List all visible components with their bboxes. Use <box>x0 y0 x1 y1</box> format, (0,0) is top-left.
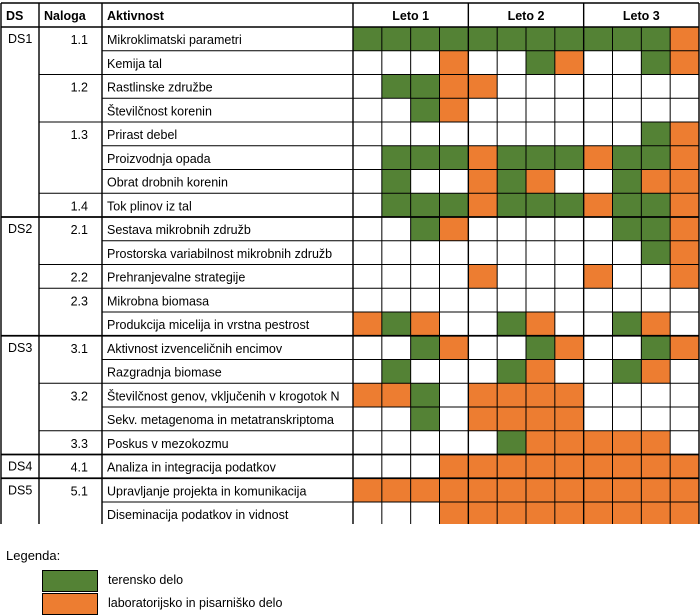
ds-label: DS5 <box>8 483 33 498</box>
lab-work-cell <box>526 455 555 479</box>
ds-label: DS2 <box>8 222 33 236</box>
activity-name: Tok plinov iz tal <box>107 199 192 214</box>
header-year: Leto 3 <box>622 9 660 23</box>
field-work-cell <box>641 27 670 51</box>
lab-work-cell <box>526 478 555 502</box>
field-work-cell <box>613 217 642 241</box>
lab-work-cell <box>584 193 613 217</box>
task-number: 1.1 <box>70 33 88 47</box>
field-work-cell <box>411 383 440 407</box>
activity-name: Mikrobna biomasa <box>107 294 210 309</box>
field-work-cell <box>382 27 411 51</box>
task-number: 2.3 <box>70 294 88 309</box>
legend-item-lab <box>42 593 642 615</box>
lab-work-cell <box>641 312 670 336</box>
lab-work-cell <box>468 502 497 524</box>
lab-work-cell <box>440 336 469 360</box>
field-work-cell <box>555 146 584 170</box>
activity-name: Sestava mikrobnih združb <box>107 223 251 237</box>
lab-work-cell <box>584 431 613 455</box>
field-work-cell <box>526 146 555 170</box>
field-work-cell <box>353 27 382 51</box>
activity-name: Sekv. metagenoma in metatranskriptoma <box>107 413 334 427</box>
field-work-cell <box>411 27 440 51</box>
lab-work-cell <box>613 478 642 502</box>
field-work-cell <box>555 27 584 51</box>
field-work-cell <box>584 27 613 51</box>
lab-work-cell <box>670 336 699 360</box>
field-work-cell <box>613 146 642 170</box>
header-naloga: Naloga <box>44 9 86 23</box>
lab-work-cell <box>497 478 526 502</box>
lab-work-cell <box>468 478 497 502</box>
activity-name: Prostorska variabilnost mikrobnih združb <box>107 246 333 261</box>
field-work-cell <box>497 27 526 51</box>
lab-work-cell <box>468 455 497 479</box>
field-work-cell <box>382 75 411 99</box>
field-work-cell <box>411 407 440 431</box>
field-work-cell <box>497 431 526 455</box>
activity-name: Številčnost korenin <box>107 104 212 119</box>
field-work-cell <box>526 27 555 51</box>
lab-work-cell <box>641 478 670 502</box>
activity-name: Prirast debel <box>107 128 178 142</box>
lab-work-cell <box>411 312 440 336</box>
task-number: 3.2 <box>70 389 88 404</box>
lab-work-cell <box>670 122 699 146</box>
field-work-cell <box>613 193 642 217</box>
lab-work-cell <box>670 170 699 194</box>
field-work-cell <box>411 146 440 170</box>
lab-work-cell <box>584 455 613 479</box>
lab-work-cell <box>440 455 469 479</box>
field-work-cell <box>411 217 440 241</box>
field-work-cell <box>468 27 497 51</box>
lab-work-cell <box>613 455 642 479</box>
lab-work-cell <box>353 478 382 502</box>
lab-work-cell <box>613 431 642 455</box>
lab-work-cell <box>641 455 670 479</box>
activity-name: Analiza in integracija podatkov <box>107 460 276 475</box>
lab-work-cell <box>497 383 526 407</box>
task-number: 3.3 <box>70 436 88 451</box>
field-work-cell <box>382 146 411 170</box>
task-number: 2.2 <box>70 270 88 285</box>
legend <box>0 548 700 615</box>
lab-work-cell <box>670 265 699 289</box>
lab-work-cell <box>670 51 699 75</box>
activity-name: Aktivnost izvenceličnih encimov <box>107 341 283 356</box>
lab-work-cell <box>555 502 584 524</box>
lab-work-cell <box>497 455 526 479</box>
header-ds: DS <box>6 9 24 23</box>
lab-work-cell <box>440 51 469 75</box>
lab-work-cell <box>555 478 584 502</box>
legend-label-lab: laboratorijsko in pisarniško delo <box>108 596 283 610</box>
lab-work-cell <box>641 360 670 384</box>
legend-item-field <box>42 570 642 592</box>
field-work-cell <box>613 360 642 384</box>
lab-work-cell <box>555 336 584 360</box>
lab-work-cell <box>584 478 613 502</box>
task-number: 1.4 <box>70 199 88 214</box>
lab-work-cell <box>670 193 699 217</box>
field-work-cell <box>641 241 670 265</box>
lab-work-cell <box>555 51 584 75</box>
task-number: 3.1 <box>70 341 88 356</box>
activity-name: Mikroklimatski parametri <box>107 33 242 47</box>
lab-work-cell <box>468 193 497 217</box>
field-work-cell <box>411 336 440 360</box>
field-work-cell <box>641 193 670 217</box>
field-work-cell <box>382 193 411 217</box>
activity-name: Razgradnja biomase <box>107 365 222 380</box>
ds-label: DS4 <box>8 459 33 474</box>
lab-work-cell <box>411 478 440 502</box>
field-work-cell <box>497 170 526 194</box>
lab-work-cell <box>670 502 699 524</box>
legend-title: Legenda: <box>6 548 61 563</box>
lab-work-cell <box>526 312 555 336</box>
lab-work-cell <box>526 431 555 455</box>
lab-work-cell <box>468 75 497 99</box>
activity-name: Številčnost genov, vključenih v krogotok N <box>107 389 340 404</box>
field-work-cell <box>641 51 670 75</box>
field-work-cell <box>440 27 469 51</box>
lab-work-cell <box>468 146 497 170</box>
lab-work-cell <box>670 146 699 170</box>
activity-name: Obrat drobnih korenin <box>107 175 228 190</box>
field-work-cell <box>411 98 440 122</box>
lab-work-cell <box>440 98 469 122</box>
header-year: Leto 2 <box>507 9 545 23</box>
lab-work-cell <box>526 360 555 384</box>
lab-work-cell <box>641 170 670 194</box>
field-work-cell <box>382 312 411 336</box>
lab-work-cell <box>555 431 584 455</box>
ds-label: DS3 <box>8 340 33 355</box>
activity-name: Rastlinske združbe <box>107 80 213 95</box>
lab-work-cell <box>526 383 555 407</box>
task-number: 4.1 <box>70 460 88 475</box>
activity-name: Poskus v mezokozmu <box>107 436 229 451</box>
field-work-cell <box>411 193 440 217</box>
lab-work-cell <box>468 170 497 194</box>
task-number: 2.1 <box>70 223 88 237</box>
activity-name: Diseminacija podatkov in vidnost <box>107 508 289 522</box>
field-work-cell <box>641 217 670 241</box>
lab-work-cell <box>584 265 613 289</box>
lab-work-cell <box>555 455 584 479</box>
lab-work-cell <box>555 383 584 407</box>
field-work-cell <box>526 336 555 360</box>
lab-work-cell <box>497 502 526 524</box>
lab-work-cell <box>526 407 555 431</box>
task-number: 1.2 <box>70 80 88 95</box>
lab-work-cell <box>440 75 469 99</box>
field-work-cell <box>526 193 555 217</box>
field-work-cell <box>497 193 526 217</box>
legend-swatch-lab <box>42 593 98 615</box>
lab-work-cell <box>641 502 670 524</box>
lab-work-cell <box>670 27 699 51</box>
field-work-cell <box>555 193 584 217</box>
lab-work-cell <box>584 146 613 170</box>
lab-work-cell <box>526 502 555 524</box>
lab-work-cell <box>670 217 699 241</box>
field-work-cell <box>641 336 670 360</box>
ds-label: DS1 <box>8 32 33 46</box>
header-aktivnost: Aktivnost <box>107 9 164 23</box>
field-work-cell <box>641 146 670 170</box>
field-work-cell <box>497 312 526 336</box>
field-work-cell <box>382 170 411 194</box>
legend-label-field: terensko delo <box>108 573 184 587</box>
lab-work-cell <box>641 431 670 455</box>
lab-work-cell <box>555 407 584 431</box>
lab-work-cell <box>497 407 526 431</box>
lab-work-cell <box>670 478 699 502</box>
field-work-cell <box>411 75 440 99</box>
activity-name: Upravljanje projekta in komunikacija <box>107 484 307 499</box>
field-work-cell <box>497 360 526 384</box>
lab-work-cell <box>353 312 382 336</box>
lab-work-cell <box>382 478 411 502</box>
lab-work-cell <box>670 241 699 265</box>
lab-work-cell <box>468 265 497 289</box>
field-work-cell <box>497 146 526 170</box>
task-number: 5.1 <box>70 484 88 499</box>
lab-work-cell <box>468 383 497 407</box>
lab-work-cell <box>468 407 497 431</box>
activity-name: Kemija tal <box>107 56 162 71</box>
field-work-cell <box>613 170 642 194</box>
lab-work-cell <box>353 383 382 407</box>
lab-work-cell <box>584 502 613 524</box>
lab-work-cell <box>382 383 411 407</box>
field-work-cell <box>440 146 469 170</box>
field-work-cell <box>526 51 555 75</box>
field-work-cell <box>382 360 411 384</box>
field-work-cell <box>440 193 469 217</box>
task-number: 1.3 <box>70 128 88 142</box>
field-work-cell <box>613 312 642 336</box>
field-work-cell <box>641 122 670 146</box>
activity-name: Prehranjevalne strategije <box>107 270 246 285</box>
lab-work-cell <box>440 502 469 524</box>
lab-work-cell <box>440 217 469 241</box>
activity-name: Proizvodnja opada <box>107 151 211 166</box>
activity-name: Produkcija micelija in vrstna pestrost <box>107 318 310 332</box>
header-year: Leto 1 <box>392 9 430 23</box>
lab-work-cell <box>440 478 469 502</box>
lab-work-cell <box>613 502 642 524</box>
lab-work-cell <box>526 170 555 194</box>
legend-swatch-field <box>42 570 98 592</box>
field-work-cell <box>613 27 642 51</box>
lab-work-cell <box>670 455 699 479</box>
